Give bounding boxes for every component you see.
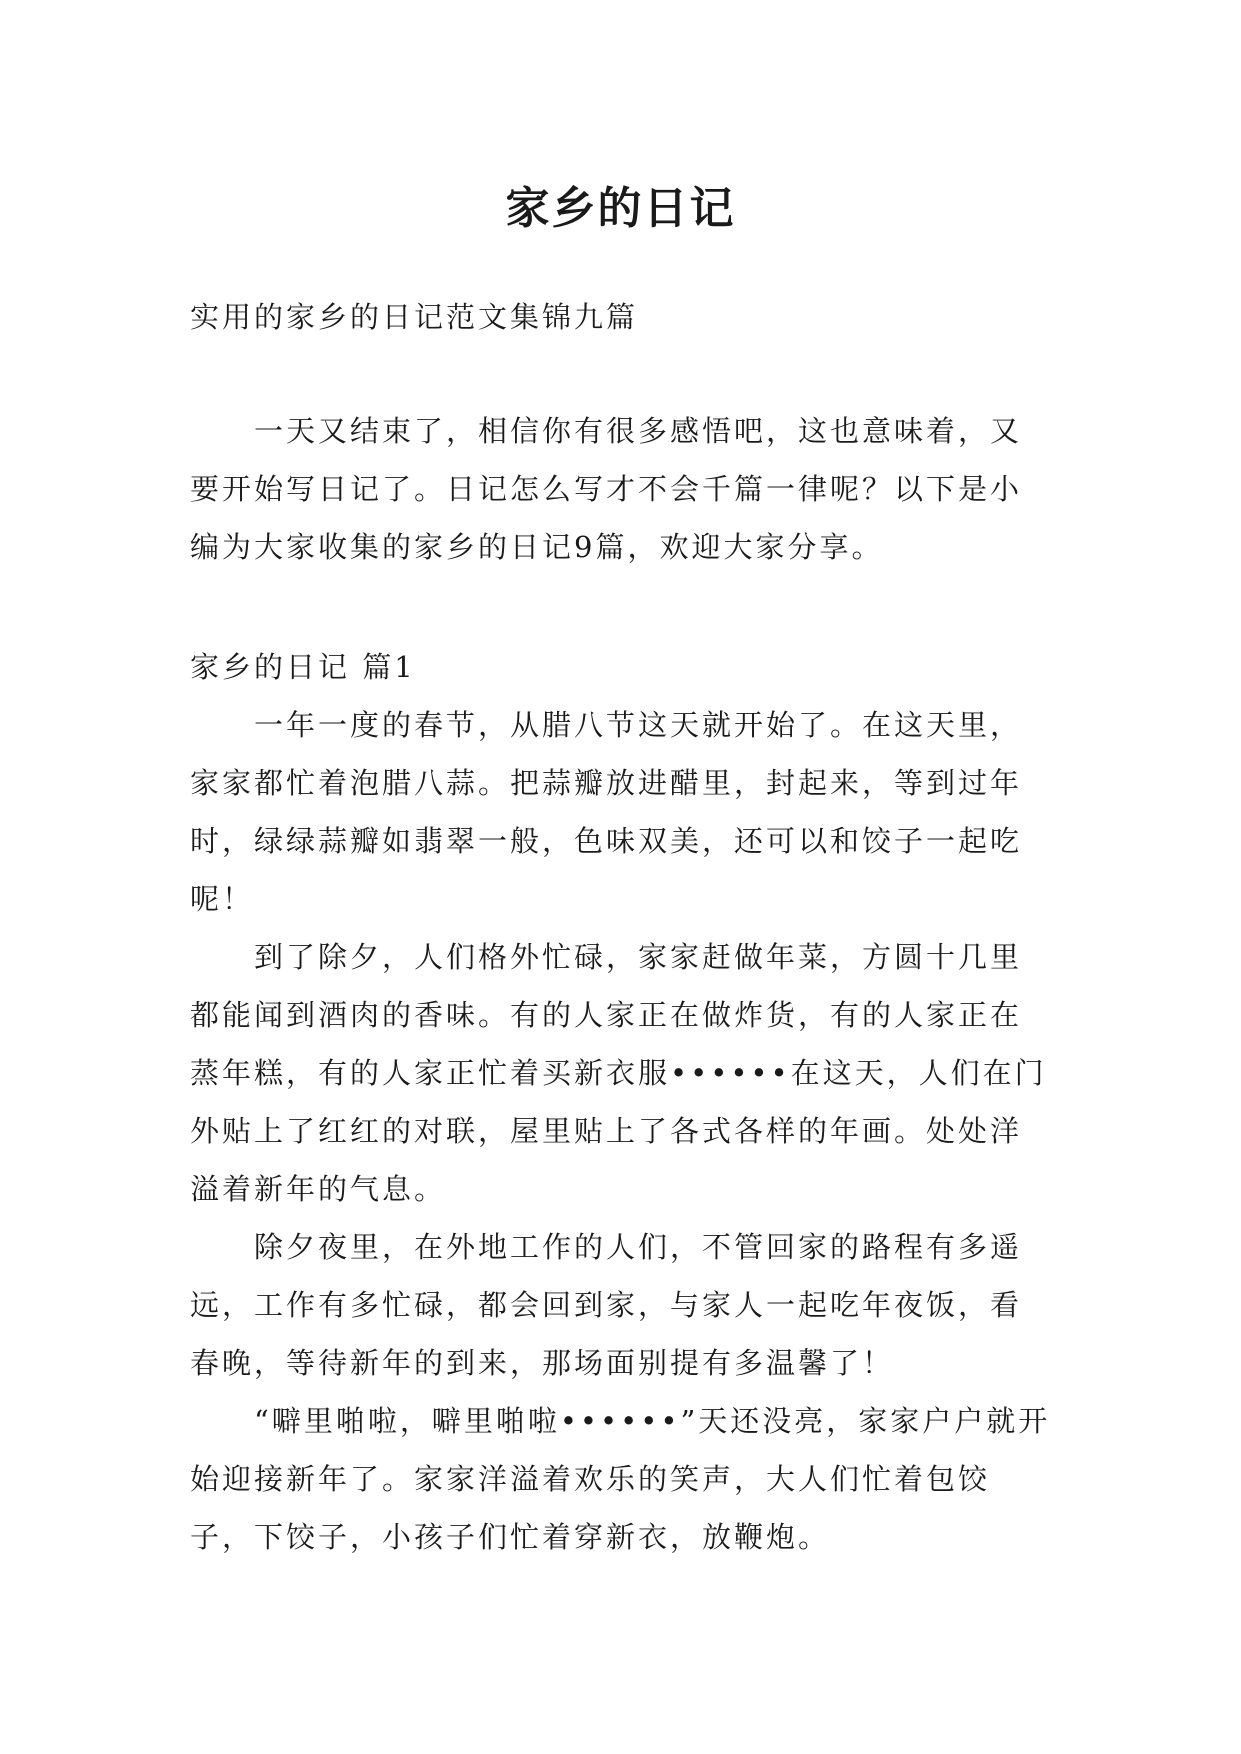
intro-paragraph: 一天又结束了，相信你有很多感悟吧，这也意味着，又要开始写日记了。日记怎么写才不会千篇一律呢？以下是小编为大家收集的家乡的日记9篇，欢迎大家分享。	[190, 414, 1023, 564]
section-title: 家乡的日记 篇1	[190, 650, 416, 684]
body-paragraph: 一年一度的春节，从腊八节这天就开始了。在这天里，家家都忙着泡腊八蒜。把蒜瓣放进醋里，封起来，等到过年时，绿绿蒜瓣如翡翠一般，色味双美，还可以和饺子一起吃呢！	[190, 708, 1023, 916]
body-paragraph: 到了除夕，人们格外忙碌，家家赶做年菜，方圆十几里都能闻到酒肉的香味。有的人家正在做炸货，有的人家正在蒸年糕，有的人家正忙着买新衣服••••••在这天，人们在门外贴上了红红的对联，屋里贴上了各式各样的年画。处处洋溢着新年的气息。	[190, 940, 1047, 1206]
body-paragraph: 除夕夜里，在外地工作的人们，不管回家的路程有多遥远，工作有多忙碌，都会回到家，与家人一起吃年夜饭，看春晚，等待新年的到来，那场面别提有多温馨了！	[190, 1230, 1023, 1380]
document-subtitle: 实用的家乡的日记范文集锦九篇	[190, 300, 639, 334]
body-paragraph: “噼里啪啦，噼里啪啦••••••”天还没亮，家家户户就开始迎接新年了。家家洋溢着欢乐的笑声，大人们忙着包饺子，下饺子，小孩子们忙着穿新衣，放鞭炮。	[190, 1404, 1051, 1554]
document-title: 家乡的日记	[505, 183, 736, 235]
